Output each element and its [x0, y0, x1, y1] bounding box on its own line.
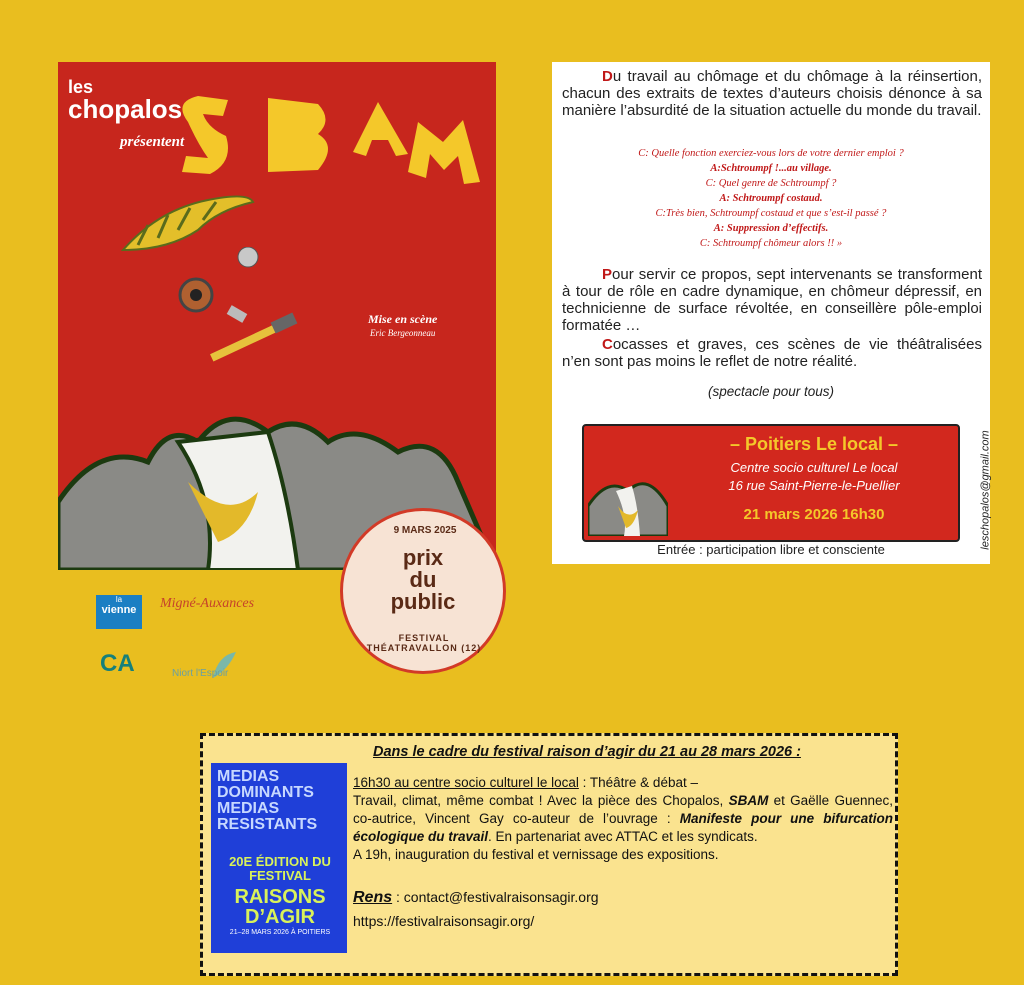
dialog-line: A:Schtroumpf !...au village. [710, 163, 832, 174]
venue-address: 16 rue Saint-Pierre-le-Puellier [728, 478, 900, 493]
mise-en-scene-label: Mise en scène [368, 312, 438, 326]
contact-email[interactable]: leschopalos@gmail.com [979, 430, 992, 550]
dialog-line: A: Suppression d’effectifs. [713, 223, 829, 234]
festival-poster [211, 763, 347, 953]
letter-m [408, 120, 480, 184]
dialog-line: C: Quelle fonction exerciez-vous lors de votre dernier emploi ? [638, 148, 904, 159]
dialog-line: C: Schtroumpf chômeur alors !! » [699, 238, 843, 249]
badge-title: prix du public [390, 545, 456, 614]
show-poster [58, 62, 496, 570]
festival-box [200, 733, 898, 976]
director-name: Eric Bergeonneau [370, 328, 436, 338]
letter-b [268, 98, 328, 172]
dialog-line: A: Schtroumpf costaud. [719, 193, 823, 204]
letter-s [182, 96, 228, 174]
festival-poster-dates: 21–28 MARS 2026 À POITIERS [229, 929, 331, 936]
letter-a [353, 102, 408, 156]
festival-url-link[interactable]: https://festivalraisonsagir.org/ [353, 913, 535, 929]
vienne-logo: la vienne [96, 595, 142, 629]
brand-line1: les [68, 77, 94, 97]
festival-program: Travail, climat, même combat ! Avec la pièce des Chopalos, SBAM et Gaëlle Guennec, co-autrice, Vincent Gay co-auteur de l’ouvrage : Manifeste pour une bifurcation écologique du travail. En partenariat avec ATTAC et les syndicats. [353, 793, 894, 844]
badge-date: 9 MARS 2025 [393, 525, 457, 536]
venue-line1: Centre socio culturel Le local [730, 460, 898, 475]
dialog-line: C: Quel genre de Schtroumpf ? [705, 178, 837, 189]
festival-edition: 20E ÉDITION DU FESTIVAL [229, 854, 331, 883]
description-panel [552, 62, 990, 564]
tools-art [168, 247, 328, 387]
prix-du-public-badge [340, 508, 506, 674]
entry-note: Entrée : participation libre et consciente [657, 542, 885, 557]
venue-date: 21 mars 2026 16h30 [743, 506, 885, 523]
cast-paragraph: Pour servir ce propos, sept intervenants se transforment à tour de rôle en cadre dynamique, en chômeur dépressif, en technicienne de surface révoltée, en conseillère pôle-emploi formatée … [562, 266, 982, 334]
audience-note: (spectacle pour tous) [707, 384, 835, 399]
festival-contact[interactable]: Rens : contact@festivalraisonsagir.org [353, 889, 599, 906]
niort-espoir-logo: Niort l'Espoir [172, 650, 276, 682]
figure-thumbnail [588, 466, 668, 536]
festival-name: RAISONS D’AGIR [234, 886, 326, 928]
brand-line2: chopalos [68, 94, 183, 124]
credit-agricole-logo: CA [100, 650, 135, 677]
festival-poster-line1: MEDIAS DOMINANTS MEDIAS RESISTANTS [217, 768, 318, 833]
chopalos-logo [68, 76, 183, 124]
festival-lead: 16h30 au centre socio culturel le local : Théâtre & débat – [353, 775, 698, 790]
festival-description [353, 774, 893, 864]
venue-name: – Poitiers Le local – [729, 434, 899, 454]
dialog-excerpt [552, 146, 990, 251]
festival-header: Dans le cadre du festival raison d’agir du 21 au 28 mars 2026 : [373, 744, 801, 760]
scenes-paragraph: Cocasses et graves, ces scènes de vie théâtralisées n’en sont pas moins le reflet de notre réalité. [562, 336, 982, 370]
venue-card [582, 424, 960, 542]
intro-paragraph: Du travail au chômage et du chômage à la réinsertion, chacun des extraits de textes d’auteurs choisis dénonce à sa manière l’absurdité de la situation actuelle du monde du travail. [562, 68, 982, 119]
presentent-text: présentent [120, 134, 185, 150]
dialog-line: C:Très bien, Schtroumpf costaud et que s’est-il passé ? [655, 208, 887, 219]
migne-auxances-logo: Migné-Auxances [160, 596, 255, 611]
festival-evening: A 19h, inauguration du festival et vernissage des expositions. [353, 847, 719, 862]
badge-festival: FESTIVAL THÉATRAVALLON (12) [366, 633, 482, 653]
